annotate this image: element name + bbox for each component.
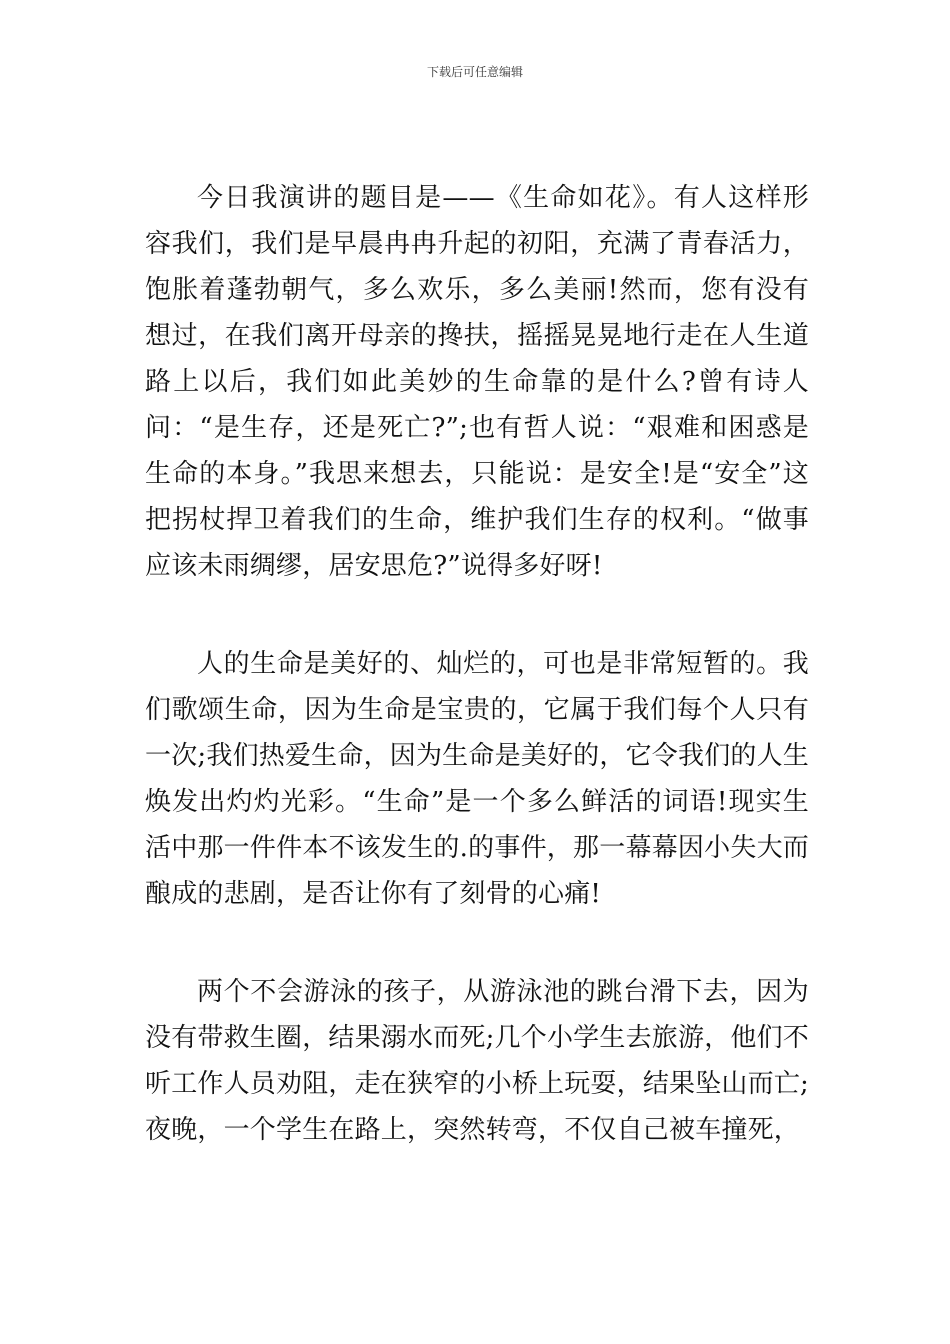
paragraph-3: 两个不会游泳的孩子，从游泳池的跳台滑下去，因为没有带救生圈，结果溺水而死;几个小学生去旅游，他们不听工作人员劝阻，走在狭窄的小桥上玩耍，结果坠山而亡;夜晚，一个学生在路上，突然转弯，不仅自己被车撞死， — [145, 977, 809, 1145]
document-body — [145, 175, 809, 1205]
paragraph-2: 人的生命是美好的、灿烂的，可也是非常短暂的。我们歌颂生命，因为生命是宝贵的，它属于我们每个人只有一次;我们热爱生命，因为生命是美好的，它令我们的人生焕发出灼灼光彩。“生命”是一个多么鲜活的词语!现实生活中那一件件本不该发生的.的事件，那一幕幕因小失大而酿成的悲剧，是否让你有了刻骨的心痛! — [145, 649, 809, 909]
page-header: 下载后可任意编辑 — [426, 65, 523, 79]
paragraph-1: 今日我演讲的题目是——《生命如花》。有人这样形容我们，我们是早晨冉冉升起的初阳，充满了青春活力，饱胀着蓬勃朝气，多么欢乐，多么美丽!然而，您有没有想过，在我们离开母亲的搀扶，摇摇晃晃地行走在人生道路上以后，我们如此美妙的生命靠的是什么?曾有诗人问：“是生存，还是死亡?”;也有哲人说：“艰难和困惑是生命的本身。”我思来想去，只能说：是安全!是“安全”这把拐杖捍卫着我们的生命，维护我们生存的权利。“做事应该未雨绸缪，居安思危?”说得多好呀! — [145, 183, 809, 581]
